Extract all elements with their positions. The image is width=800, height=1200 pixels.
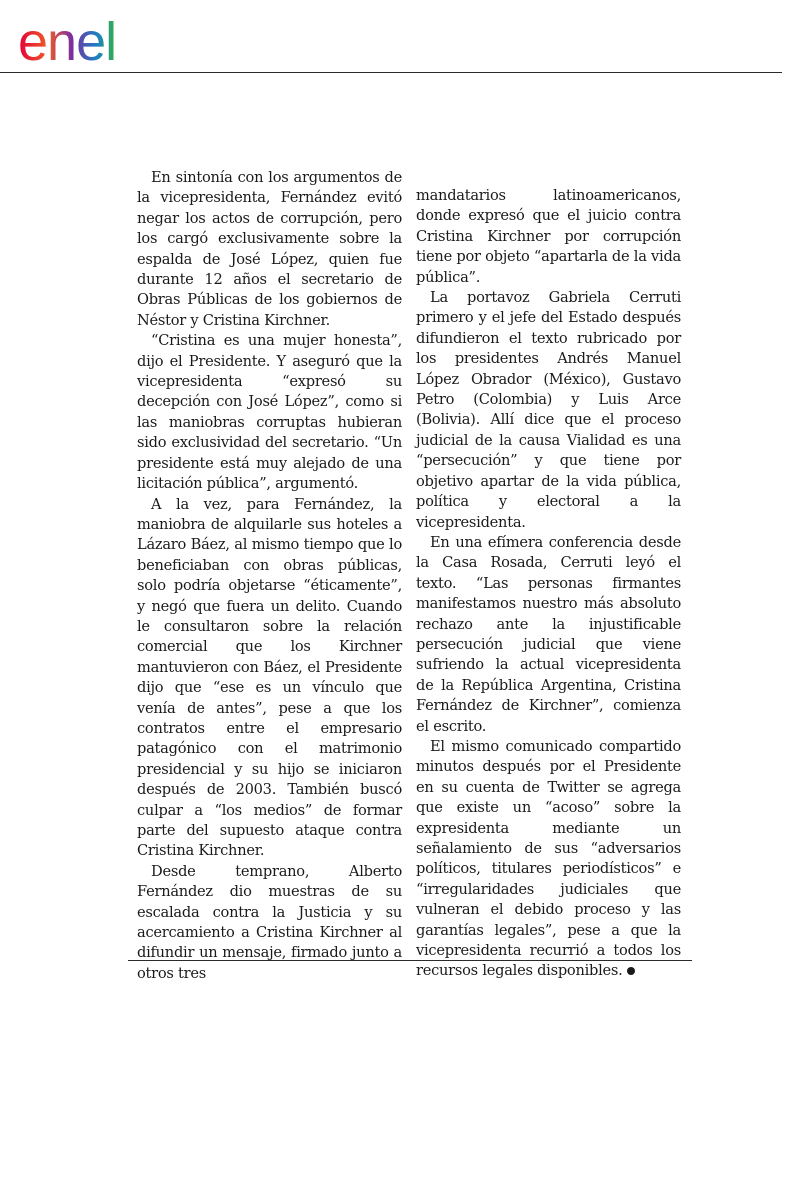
enel-logo (16, 8, 176, 68)
paragraph: La portavoz Gabriela Cerruti primero y el jefe del Estado después difundieron el texto rubricado por los presidentes Andrés Manuel López Obrador (México), Gustavo Petro (Colombia) y Luis Arce (Bolivia). Allí dice que el proceso judicial de la causa Vialidad es una “persecución” y que tiene por objetivo apartar de la vida pública, política y electoral a la vicepresidenta. (416, 289, 681, 531)
paragraph-continuation: mandatarios latinoamericanos, donde expresó que el juicio contra Cristina Kirchner por corrupción tiene por objeto “apartarla de la vida pública”. (416, 187, 681, 286)
footer-divider (128, 960, 692, 961)
enel-logo-wordmark: enel (18, 12, 117, 68)
paragraph-final (416, 737, 681, 982)
paragraph: En sintonía con los argumentos de la vicepresidenta, Fernández evitó negar los actos de corrupción, pero los cargó exclusivamente sobre la espalda de José López, quien fue durante 12 años el secretario de Obras Públicas de los gobiernos de Néstor y Cristina Kirchner. (137, 169, 402, 329)
paragraph: A la vez, para Fernández, la maniobra de alquilarle sus hoteles a Lázaro Báez, al mismo tiempo que lo beneficiaban con obras públicas, solo podría objetarse “éticamente”, y negó que fuera un delito. Cuando le consultaron sobre la relación comercial que los Kirchner mantuvieron con Báez, el Presidente dijo que “ese es un vínculo que venía de antes”, pese a que los contratos entre el empresario patagónico con el matrimonio presidencial y su hijo se iniciaron después de 2003. También buscó culpar a “los medios” de formar parte del supuesto ataque contra Cristina Kirchner. (137, 495, 402, 860)
paragraph: En una efímera conferencia desde la Casa Rosada, Cerruti leyó el texto. “Las personas firmantes manifestamos nuestro más absoluto rechazo ante la injustificable persecución judicial que viene sufriendo la actual vicepresidenta de la República Argentina, Cristina Fernández de Kirchner”, comienza el escrito. (416, 533, 681, 735)
article-column-left (137, 168, 402, 984)
paragraph: Desde temprano, Alberto Fernández dio muestras de su escalada contra la Justicia y su acercamiento a Cristina Kirchner al difundir un mensaje, firmado junto a otros tres (137, 862, 402, 982)
header-divider (0, 72, 782, 73)
article-column-right (416, 186, 681, 982)
paragraph: “Cristina es una mujer honesta”, dijo el Presidente. Y aseguró que la vicepresidenta “expresó su decepción con José López”, como si las maniobras corruptas hubieran sido exclusividad del secretario. “Un presidente está muy alejado de una licitación pública”, argumentó. (137, 332, 402, 493)
paragraph-final-text: El mismo comunicado compartido minutos después por el Presidente en su cuenta de Twitter se agrega que existe un “acoso” sobre la expresidenta mediante un señalamiento de sus “adversarios políticos, titulares periodísticos” e “irregularidades judiciales que vulneran el debido proceso y las garantías legales”, pese a que la vicepresidenta recurrió a todos los recursos legales disponibles. (416, 737, 681, 980)
end-of-article-bullet-icon (627, 967, 635, 975)
